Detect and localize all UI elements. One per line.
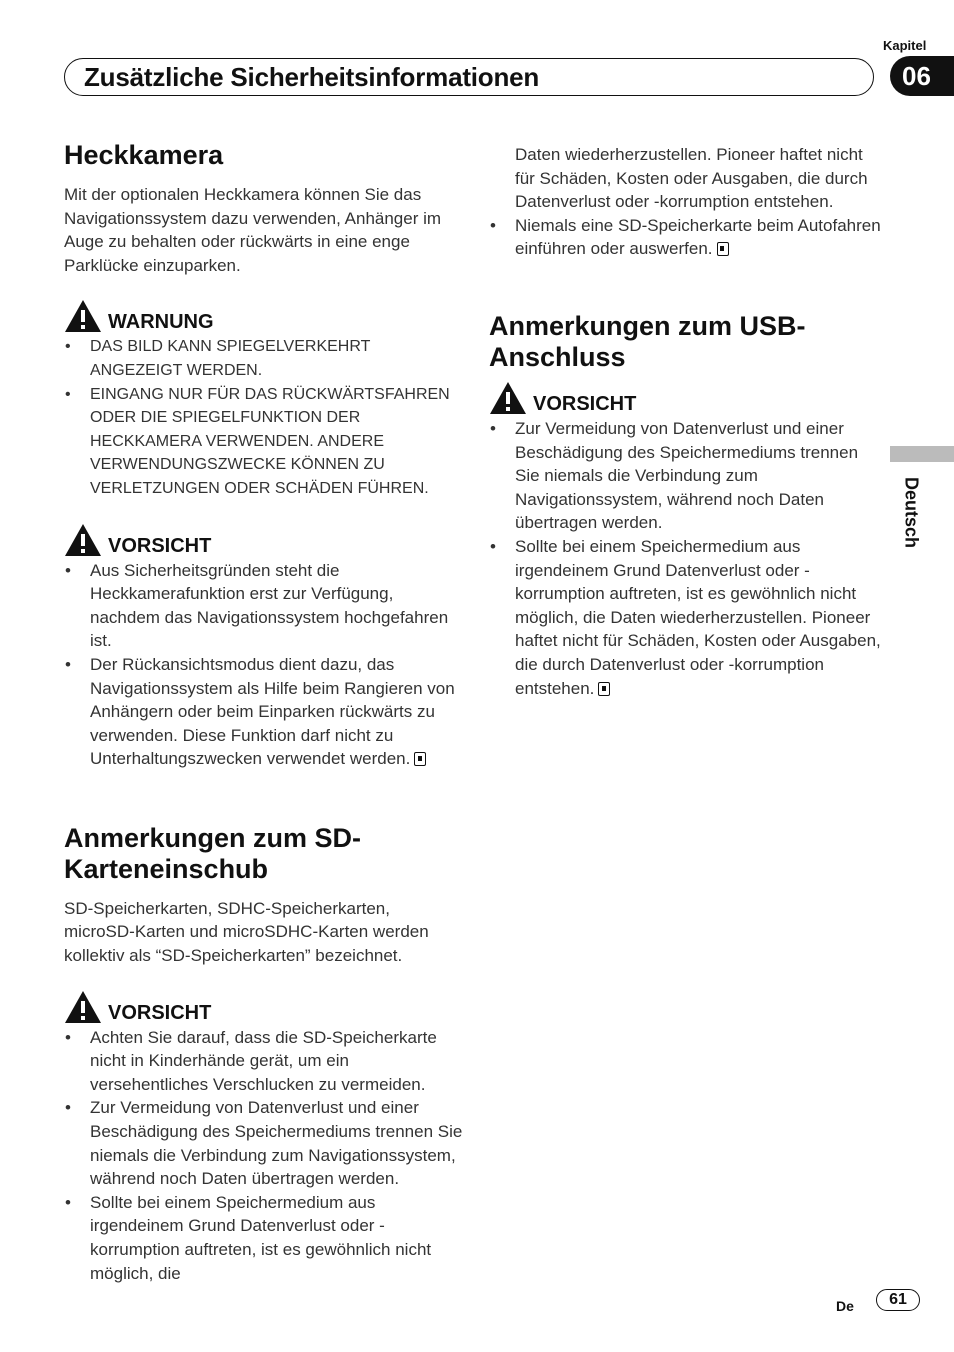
sd-vorsicht-list: [64, 1026, 464, 1286]
warning-triangle-icon: [64, 990, 102, 1024]
sd-continuation: Daten wiederherzustellen. Pioneer haftet nicht für Schäden, Kosten oder Ausgaben, die durch Datenverlust oder -korrumption entstehen.: [515, 145, 868, 212]
list-item-text: Sollte bei einem Speichermedium aus irgendeinem Grund Datenverlust oder -korrumption auftreten, ist es gewöhnlich nicht möglich, die Daten wiederherzustellen. Pioneer haftet nicht für Schäden, Kosten oder Ausgaben, die durch Datenverlust oder -korrumption entstehen.: [515, 536, 881, 698]
warnung-header: [64, 299, 464, 335]
sd-heading-line1: Anmerkungen zum SD-: [64, 822, 362, 853]
end-mark-icon: [598, 682, 610, 696]
usb-heading: [489, 311, 881, 373]
list-item: • DAS BILD KANN SPIEGELVERKEHRT ANGEZEIGT WERDEN.: [64, 335, 464, 382]
warnung-list: [64, 335, 464, 500]
list-item: [489, 214, 881, 261]
list-item: • Zur Vermeidung von Datenverlust und einer Beschädigung des Speichermediums trennen Sie niemals die Verbindung zum Navigationssystem, während noch Daten übertragen werden.: [64, 1096, 464, 1190]
warning-triangle-icon: [489, 381, 527, 415]
sd-vorsicht-list-cont: [489, 214, 881, 261]
usb-vorsicht-header: [489, 381, 881, 417]
list-item: [489, 535, 881, 700]
vorsicht-label: VORSICHT: [108, 534, 212, 557]
warnung-label: WARNUNG: [108, 311, 214, 334]
footer-language-code: De: [836, 1298, 854, 1314]
usb-vorsicht-list: [489, 417, 881, 700]
list-item: • EINGANG NUR FÜR DAS RÜCKWÄRTSFAHREN ODER DIE SPIEGELFUNKTION DER HECKKAMERA VERWENDEN. ANDERE VERWENDUNGSZWECKE KÖNNEN ZU VERLETZUNGEN ODER SCHÄDEN FÜHREN.: [64, 383, 464, 501]
list-item-text: Niemals eine SD-Speicherkarte beim Autofahren einführen oder auswerfen.: [515, 215, 881, 259]
warning-triangle-icon: [64, 523, 102, 557]
sd-heading: [64, 823, 464, 885]
end-mark-icon: [717, 242, 729, 256]
sd-vorsicht-header: [64, 990, 464, 1026]
page-number: 61: [876, 1289, 920, 1311]
usb-heading-line2: Anschluss: [489, 341, 626, 372]
vorsicht-list: [64, 559, 464, 771]
heckkamera-heading: Heckkamera: [64, 140, 224, 170]
page-title: Zusätzliche Sicherheitsinformationen: [84, 62, 540, 92]
list-item: [64, 653, 464, 771]
right-column: [489, 143, 881, 700]
language-label: Deutsch: [901, 476, 922, 548]
list-item-text: Der Rückansichtsmodus dient dazu, das Navigationssystem als Hilfe beim Rangieren von Anhängern oder beim Einparken rückwärts zu verwenden. Diese Funktion darf nicht zu Unterhaltungszwecken verwendet werden.: [90, 654, 455, 769]
end-mark-icon: [414, 752, 426, 766]
list-item: • Achten Sie darauf, dass die SD-Speicherkarte nicht in Kinderhände gerät, um ein versehentliches Verschlucken zu vermeiden.: [64, 1026, 464, 1097]
heckkamera-intro: Mit der optionalen Heckkamera können Sie das Navigationssystem dazu verwenden, Anhänger im Auge zu behalten oder rückwärts in eine enge Parklücke einzuparken.: [64, 185, 442, 275]
list-item: • Aus Sicherheitsgründen steht die Heckkamerafunktion erst zur Verfügung, nachdem das Navigationssystem hochgefahren ist.: [64, 559, 464, 653]
sd-vorsicht-label: VORSICHT: [108, 1001, 212, 1024]
list-item: • Sollte bei einem Speichermedium aus irgendeinem Grund Datenverlust oder -korrumption auftreten, ist es gewöhnlich nicht möglich, die: [64, 1191, 464, 1285]
usb-heading-line1: Anmerkungen zum USB-: [489, 310, 806, 341]
list-item: • Zur Vermeidung von Datenverlust und einer Beschädigung des Speichermediums trennen Sie niemals die Verbindung zum Navigationssystem, während noch Daten übertragen werden.: [489, 417, 881, 535]
chapter-number: 06: [890, 56, 954, 96]
usb-vorsicht-label: VORSICHT: [533, 392, 637, 415]
vorsicht-header: [64, 523, 464, 559]
warning-triangle-icon: [64, 299, 102, 333]
sd-heading-line2: Karteneinschub: [64, 853, 269, 884]
left-column: [64, 140, 464, 1285]
language-tab-text: [886, 472, 936, 572]
language-tab: [890, 446, 954, 462]
sd-intro: SD-Speicherkarten, SDHC-Speicherkarten, microSD-Karten und microSDHC-Karten werden kollektiv als “SD-Speicherkarten” bezeichnet.: [64, 898, 429, 966]
chapter-label: Kapitel: [883, 38, 927, 53]
